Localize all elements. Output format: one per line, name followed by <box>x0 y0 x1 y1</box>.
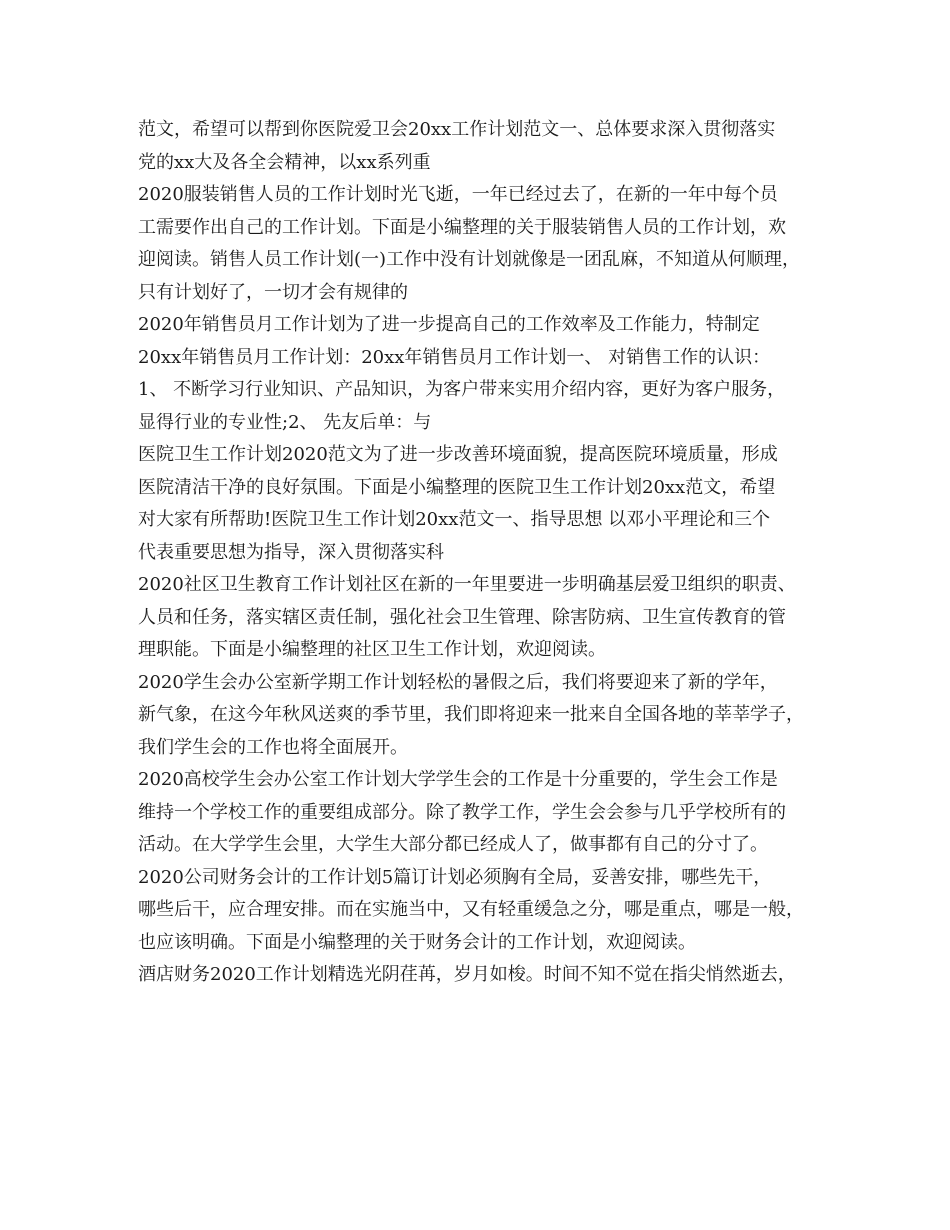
text-line: 人员和任务，落实辖区责任制，强化社会卫生管理、除害防病、卫生宣传教育的管 <box>138 606 786 628</box>
text-line: 显得行业的专业性;2、 先友后单：与 <box>138 411 432 433</box>
text-line: 工需要作出自己的工作计划。下面是小编整理的关于服装销售人员的工作计划，欢 <box>138 216 786 238</box>
text-line: 范文，希望可以帮到你医院爱卫会20xx工作计划范文一、总体要求深入贯彻落实 <box>138 119 776 140</box>
text-line: 理职能。下面是小编整理的社区卫生工作计划，欢迎阅读。 <box>138 639 606 660</box>
text-line: 代表重要思想为指导，深入贯彻落实科 <box>138 541 444 563</box>
text-line: 20xx年销售员月工作计划：20xx年销售员月工作计划一、 对销售工作的认识： <box>138 346 771 368</box>
document-body <box>138 114 838 992</box>
text-line: 新气象，在这今年秋风送爽的季节里，我们即将迎来一批来自全国各地的莘莘学子， <box>138 704 804 725</box>
text-line: 迎阅读。销售人员工作计划(一)工作中没有计划就像是一团乱麻，不知道从何顺理， <box>138 249 801 270</box>
text-line: 2020学生会办公室新学期工作计划轻松的暑假之后，我们将要迎来了新的学年， <box>138 671 778 693</box>
text-line: 2020社区卫生教育工作计划社区在新的一年里要进一步明确基层爱卫组织的职责、 <box>138 574 796 595</box>
text-line: 对大家有所帮助!医院卫生工作计划20xx范文一、指导思想 以邓小平理论和三个 <box>138 509 771 530</box>
text-line: 党的xx大及各全会精神，以xx系列重 <box>138 151 431 173</box>
text-line: 1、 不断学习行业知识、产品知识，为客户带来实用介绍内容，更好为客户服务， <box>138 379 786 400</box>
text-line: 2020高校学生会办公室工作计划大学学生会的工作是十分重要的，学生会工作是 <box>138 769 778 790</box>
text-line: 活动。在大学学生会里，大学生大部分都已经成人了，做事都有自己的分寸了。 <box>138 834 768 855</box>
text-line: 我们学生会的工作也将全面展开。 <box>138 736 408 758</box>
text-line: 也应该明确。下面是小编整理的关于财务会计的工作计划，欢迎阅读。 <box>138 931 696 953</box>
text-line: 酒店财务2020工作计划精选光阴荏苒，岁月如梭。时间不知不觉在指尖悄然逝去， <box>138 964 796 985</box>
text-line: 医院卫生工作计划2020范文为了进一步改善环境面貌，提高医院环境质量，形成 <box>138 444 778 465</box>
text-line: 2020公司财务会计的工作计划5篇订计划必须胸有全局，妥善安排，哪些先干， <box>138 866 772 888</box>
text-line: 只有计划好了，一切才会有规律的 <box>138 281 408 303</box>
text-line: 维持一个学校工作的重要组成部分。除了教学工作，学生会会参与几乎学校所有的 <box>138 801 786 823</box>
text-line: 2020服装销售人员的工作计划时光飞逝，一年已经过去了，在新的一年中每个员 <box>138 184 778 205</box>
text-line: 医院清洁干净的良好氛围。下面是小编整理的医院卫生工作计划20xx范文，希望 <box>138 476 776 498</box>
text-line: 2020年销售员月工作计划为了进一步提高自己的工作效率及工作能力，特制定 <box>138 314 760 335</box>
text-line: 哪些后干，应合理安排。而在实施当中，又有轻重缓急之分，哪是重点，哪是一般， <box>138 899 804 920</box>
